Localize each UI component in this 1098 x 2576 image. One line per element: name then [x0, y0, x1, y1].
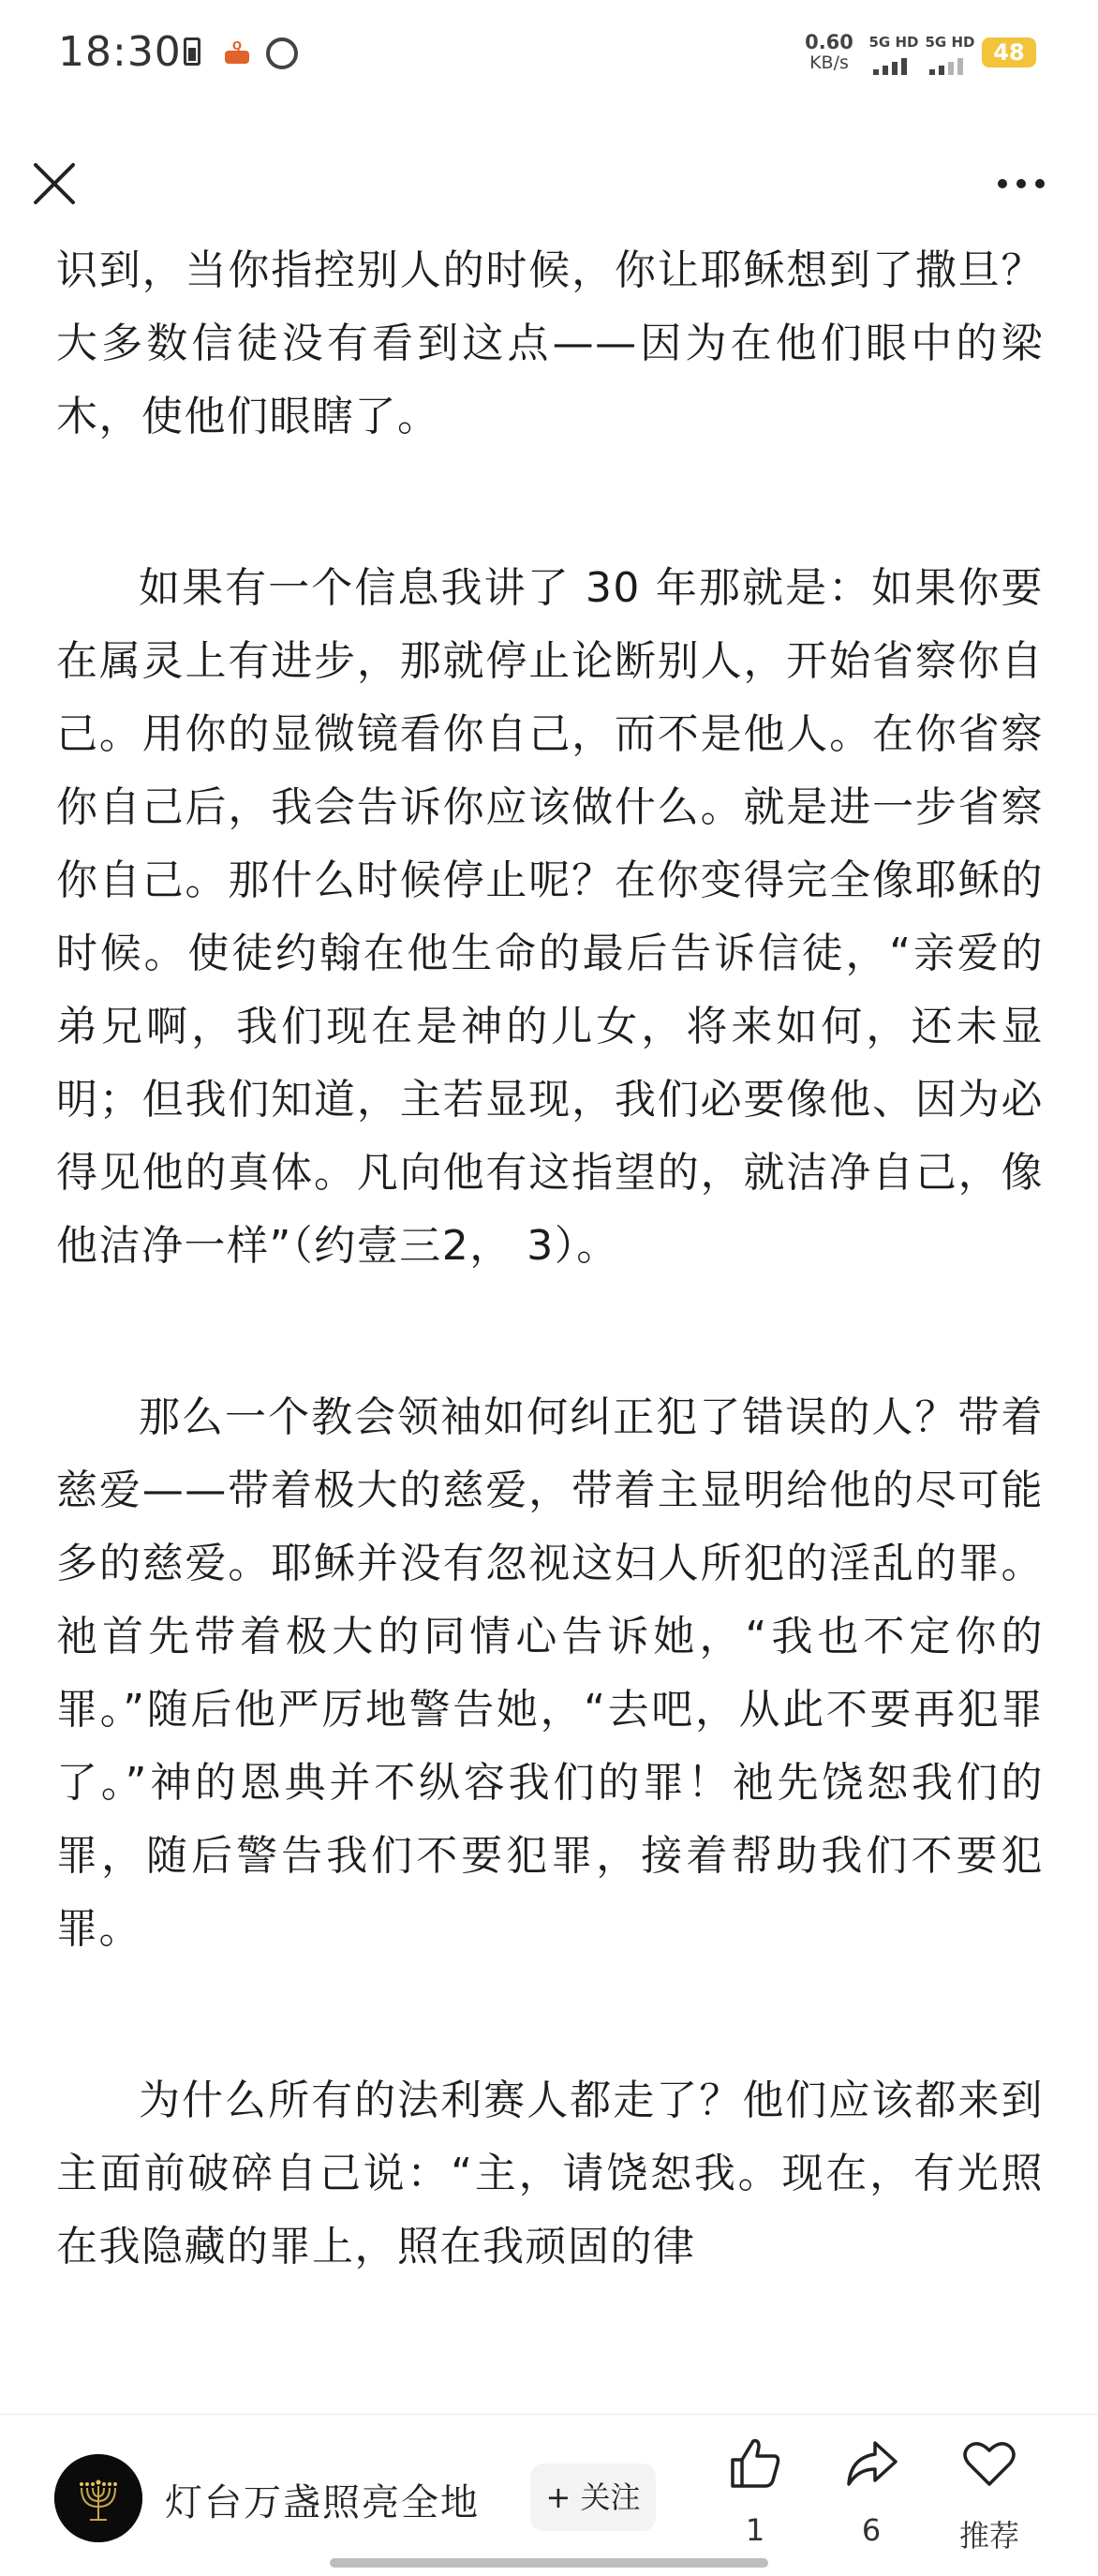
- close-icon: [26, 156, 82, 212]
- app-notification-icon: [221, 37, 253, 67]
- article-paragraph: 识到，当你指控别人的时候，你让耶稣想到了撒旦？大多数信徒没有看到这点——因为在他们眼中的梁木，使他们眼瞎了。: [56, 246, 1044, 440]
- network-speed: [804, 32, 854, 73]
- status-bar: [0, 0, 1098, 112]
- like-count: 1: [745, 2512, 765, 2548]
- sim2-label: 5G HD: [925, 34, 975, 51]
- network-speed-unit: KB/s: [809, 52, 849, 73]
- thumbs-up-icon: [725, 2434, 785, 2494]
- status-time: 18:30: [58, 28, 182, 76]
- network-speed-value: 0.60: [805, 31, 853, 53]
- article-paragraph: 为什么所有的法利赛人都走了？他们应该都来到主面前破碎自己说：“主，请饶恕我。现在，有光照在我隐藏的罪上，照在我顽固的律: [56, 2077, 1044, 2271]
- recommend-button[interactable]: [942, 2434, 1036, 2555]
- share-button[interactable]: [824, 2434, 918, 2548]
- sim-card-icon: [184, 37, 200, 66]
- share-count: 6: [861, 2512, 882, 2548]
- battery-icon: 48: [982, 37, 1036, 67]
- article-paragraph: 那么一个教会领袖如何纠正犯了错误的人？带着慈爱——带着极大的慈爱，带着主显明给他的尽可能多的慈爱。耶稣并没有忽视这妇人所犯的淫乱的罪。祂首先带着极大的同情心告诉她，“我也不定你的罪。”随后他严厉地警告她，“去吧，从此不要再犯罪了。”神的恩典并不纵容我们的罪！祂先饶恕我们的罪，随后警告我们不要犯罪，接着帮助我们不要犯罪。: [56, 1393, 1044, 1953]
- sim1-label: 5G HD: [868, 34, 919, 51]
- article-body: [56, 234, 1044, 2399]
- account-avatar[interactable]: [54, 2454, 142, 2542]
- sim1-signal-icon: [868, 34, 920, 75]
- recommend-label: 推荐: [958, 2518, 1019, 2554]
- share-arrow-icon: [841, 2434, 901, 2494]
- more-button[interactable]: [993, 156, 1049, 212]
- heart-icon: [959, 2434, 1019, 2494]
- bottom-action-bar: [0, 2414, 1098, 2576]
- menorah-logo-icon: [54, 2454, 142, 2542]
- follow-button[interactable]: + 关注: [530, 2464, 656, 2531]
- close-button[interactable]: [26, 156, 82, 212]
- article-paragraph: 如果有一个信息我讲了 30 年那就是：如果你要在属灵上有进步，那就停止论断别人，开始省察你自己。用你的显微镜看你自己，而不是他人。在你省察你自己后，我会告诉你应该做什么。就是进一步省察你自己。那什么时候停止呢？在你变得完全像耶稣的时候。使徒约翰在他生命的最后告诉信徒，“亲爱的弟兄啊，我们现在是神的儿女，将来如何，还未显明；但我们知道，主若显现，我们必要像他、因为必得见他的真体。凡向他有这指望的，就洁净自己，像他洁净一样”（约壹三2， 3）。: [56, 564, 1044, 1270]
- home-indicator[interactable]: [330, 2558, 768, 2568]
- more-horizontal-icon: [993, 156, 1049, 212]
- like-button[interactable]: [708, 2434, 802, 2548]
- app-notification-icon-2: [266, 37, 298, 69]
- top-nav: [0, 131, 1098, 234]
- svg-text:Q: Q: [231, 39, 243, 52]
- account-name[interactable]: 灯台万盏照亮全地: [165, 2481, 480, 2524]
- sim2-signal-icon: [924, 34, 976, 75]
